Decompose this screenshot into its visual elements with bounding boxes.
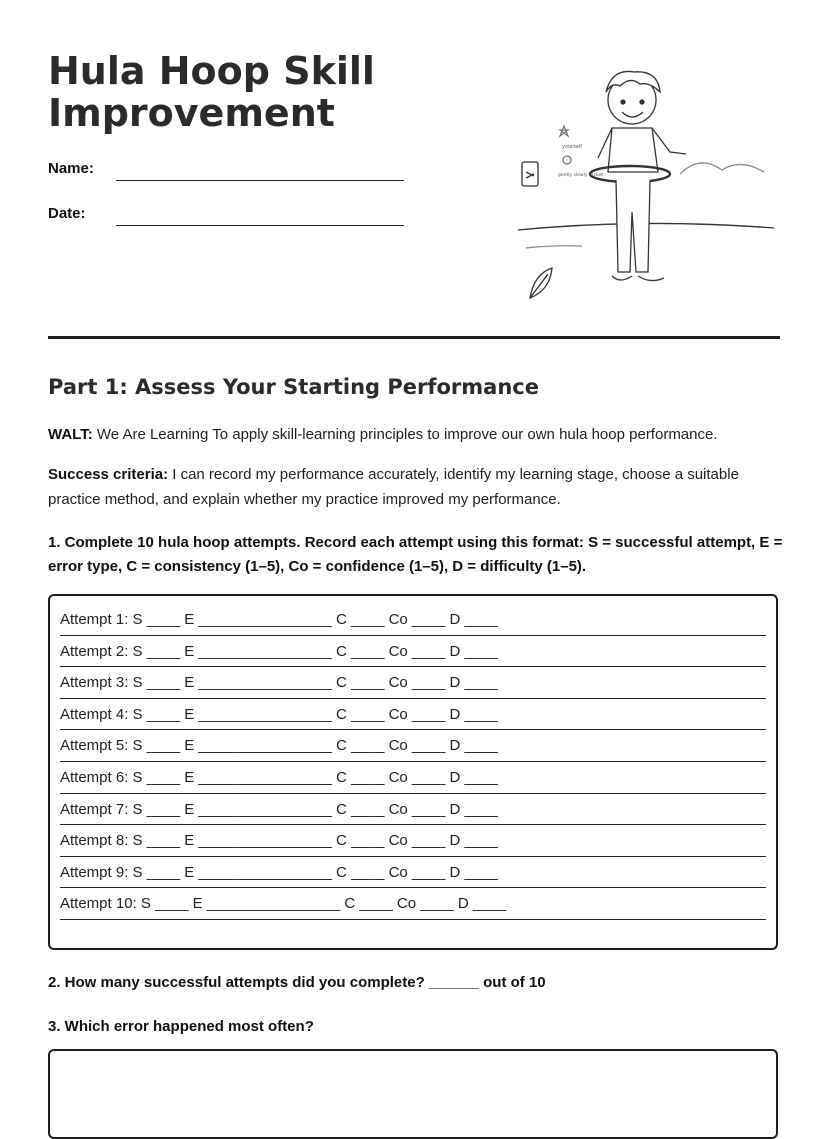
date-label: Date: xyxy=(48,205,86,222)
illustration-label: yourself xyxy=(562,144,583,150)
illustration-label: gently slowly racket xyxy=(558,173,604,178)
section-divider xyxy=(48,336,780,339)
attempt-row[interactable]: Attempt 7: S ____ E ________________ C ____ Co ____ D ____ xyxy=(60,794,766,826)
walt-paragraph xyxy=(48,422,780,447)
part-1-title: Part 1: Assess Your Starting Performance xyxy=(48,375,539,399)
attempt-row[interactable]: Attempt 3: S ____ E ________________ C ____ Co ____ D ____ xyxy=(60,667,766,699)
attempt-row[interactable]: Attempt 8: S ____ E ________________ C ____ Co ____ D ____ xyxy=(60,825,766,857)
attempt-row[interactable]: Attempt 1: S ____ E ________________ C ____ Co ____ D ____ xyxy=(60,604,766,636)
success-criteria-paragraph xyxy=(48,462,780,512)
walt-label: WALT: xyxy=(48,426,93,443)
name-label: Name: xyxy=(48,160,94,177)
attempt-row[interactable]: Attempt 6: S ____ E ________________ C ____ Co ____ D ____ xyxy=(60,762,766,794)
attempt-row[interactable]: Attempt 10: S ____ E ________________ C ____ Co ____ D ____ xyxy=(60,888,766,920)
worksheet-title: Hula Hoop Skill Improvement xyxy=(48,49,375,135)
question-3: 3. Which error happened most often? xyxy=(48,1018,314,1035)
child-with-hula-hoop-illustration xyxy=(512,62,778,308)
attempt-row[interactable]: Attempt 9: S ____ E ________________ C ____ Co ____ D ____ xyxy=(60,857,766,889)
walt-text: We Are Learning To apply skill-learning principles to improve our own hula hoop performance. xyxy=(92,426,718,443)
question-1: 1. Complete 10 hula hoop attempts. Record each attempt using this format: S = successful attempt, E = error type, C = consistency (1–5), Co = confidence (1–5), D = difficulty (1–5). xyxy=(48,534,783,575)
question-2: 2. How many successful attempts did you complete? ______ out of 10 xyxy=(48,974,546,991)
success-criteria-text: I can record my performance accurately, identify my learning stage, choose a suitable practice method, and explain whether my practice improved my performance. xyxy=(48,466,739,508)
attempt-row[interactable]: Attempt 4: S ____ E ________________ C ____ Co ____ D ____ xyxy=(60,699,766,731)
attempt-row[interactable]: Attempt 2: S ____ E ________________ C ____ Co ____ D ____ xyxy=(60,636,766,668)
attempt-row[interactable]: Attempt 5: S ____ E ________________ C ____ Co ____ D ____ xyxy=(60,730,766,762)
attempts-record-box xyxy=(48,594,778,950)
success-criteria-label: Success criteria: xyxy=(48,466,169,483)
date-field[interactable] xyxy=(116,225,404,226)
answer-box-question-3[interactable] xyxy=(48,1049,778,1139)
name-field[interactable] xyxy=(116,180,404,181)
